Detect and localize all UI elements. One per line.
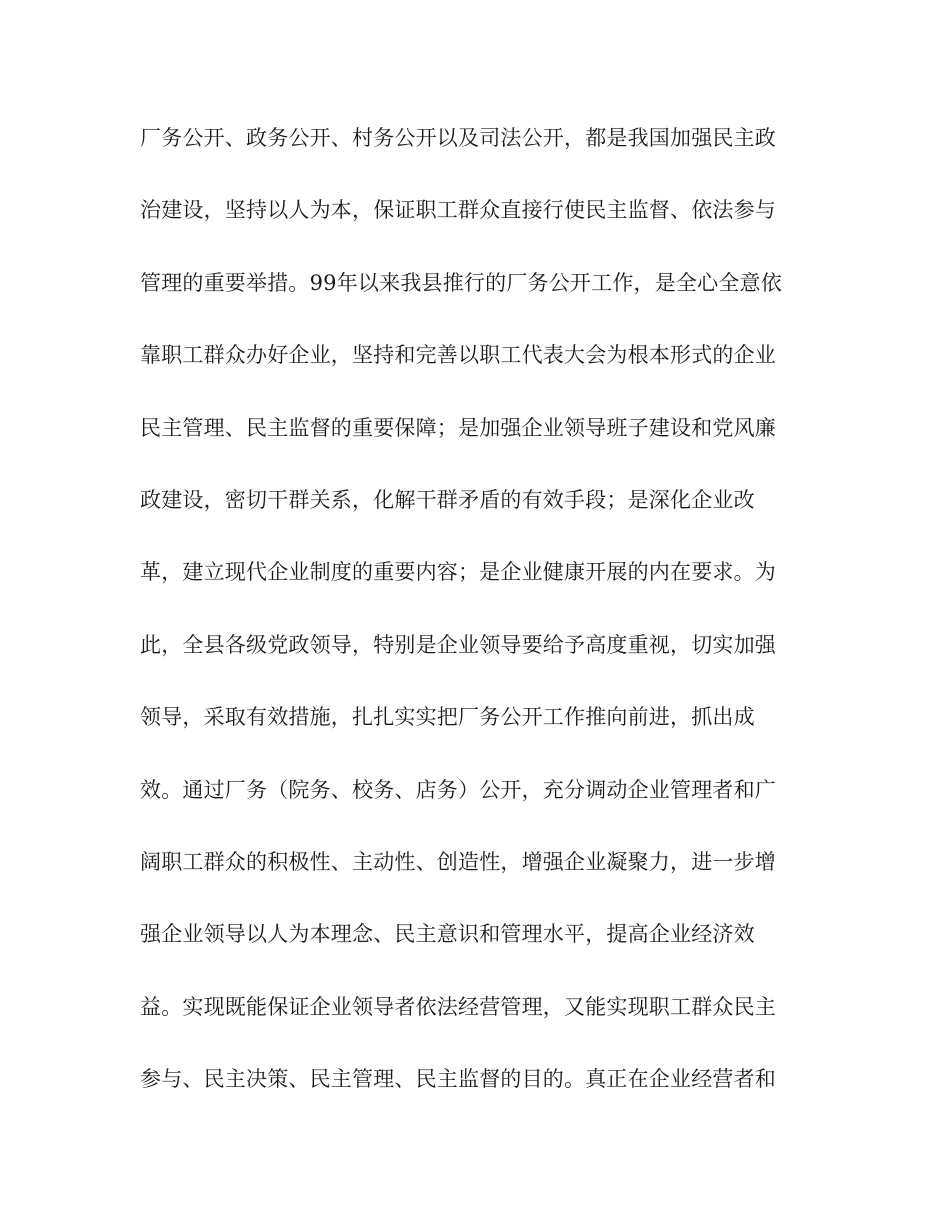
text-line: 治建设，坚持以人为本，保证职工群众直接行使民主监督、依法参与 <box>140 198 776 223</box>
text-line: 阔职工群众的积极性、主动性、创造性，增强企业凝聚力，进一步增 <box>140 849 776 874</box>
text-line: 靠职工群众办好企业，坚持和完善以职工代表大会为根本形式的企业 <box>140 343 776 368</box>
text-line: 益。实现既能保证企业领导者依法经营管理，又能实现职工群众民主 <box>140 994 776 1019</box>
body-paragraph <box>140 116 820 1129</box>
text-line: 厂务公开、政务公开、村务公开以及司法公开，都是我国加强民主政 <box>140 126 776 150</box>
text-line: 领导，采取有效措施，扎扎实实把厂务公开工作推向前进，抓出成 <box>140 705 755 730</box>
text-line: 民主管理、民主监督的重要保障；是加强企业领导班子建设和党风廉 <box>140 415 776 440</box>
text-line: 参与、民主决策、民主管理、民主监督的目的。真正在企业经营者和 <box>140 1067 776 1092</box>
text-line: 强企业领导以人为本理念、民主意识和管理水平，提高企业经济效 <box>140 922 755 947</box>
text-line: 管理的重要举措。99年以来我县推行的厂务公开工作，是全心全意依 <box>140 270 782 295</box>
text-line: 政建设，密切干群关系，化解干群矛盾的有效手段；是深化企业改 <box>140 487 755 512</box>
text-line: 效。通过厂务（院务、校务、店务）公开，充分调动企业管理者和广 <box>140 777 776 802</box>
text-line: 革，建立现代企业制度的重要内容；是企业健康开展的内在要求。为 <box>140 560 776 585</box>
text-line: 此，全县各级党政领导，特别是企业领导要给予高度重视，切实加强 <box>140 632 776 657</box>
